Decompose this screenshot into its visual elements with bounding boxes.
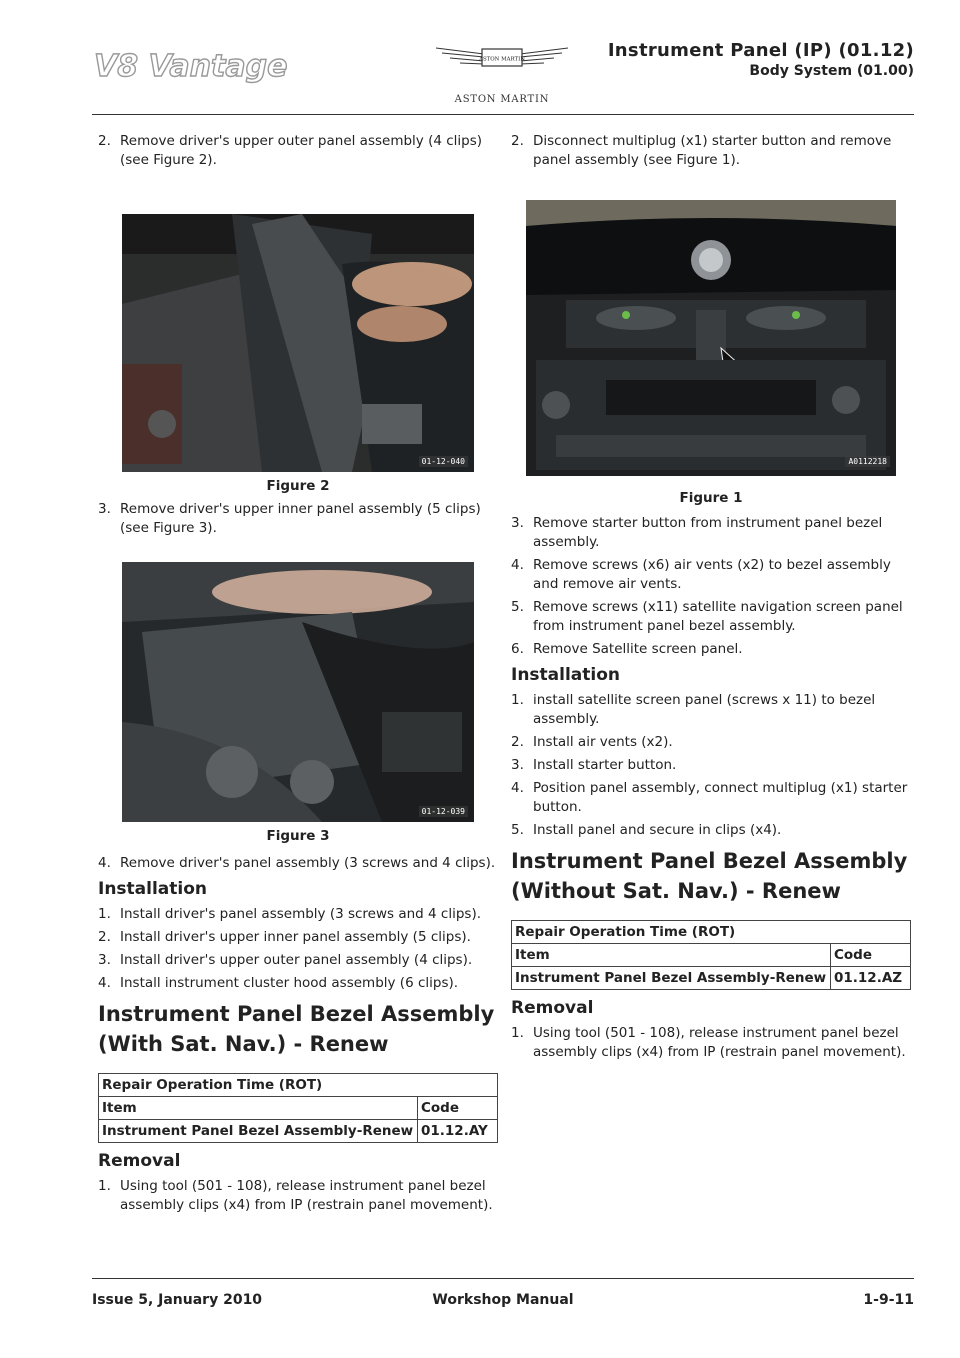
section-heading-without-sat-nav: Instrument Panel Bezel Assembly (Without Sat. Nav.) - Renew xyxy=(511,849,908,903)
rot-code: 01.12.AY xyxy=(418,1120,498,1143)
rot-item: Instrument Panel Bezel Assembly-Renew xyxy=(512,967,831,990)
rot-table-without-sat-nav xyxy=(511,920,911,990)
list-item: 4. Position panel assembly, connect multiplug (x1) starter button. xyxy=(511,780,908,815)
figure-3 xyxy=(122,562,474,844)
figure-2-caption: Figure 2 xyxy=(266,478,330,494)
system-subtitle: Body System (01.00) xyxy=(749,63,914,79)
list-item: 2. Install driver's upper inner panel assembly (5 clips). xyxy=(98,929,471,945)
installation-heading: Installation xyxy=(98,879,208,899)
rot-col-item: Item xyxy=(99,1097,418,1120)
figure-3-image xyxy=(122,562,474,822)
left-column xyxy=(98,132,498,1219)
svg-text:ASTON MARTIN: ASTON MARTIN xyxy=(454,94,550,105)
figure-2-tag: 01-12-040 xyxy=(419,456,468,467)
list-item: 6. Remove Satellite screen panel. xyxy=(511,641,743,657)
list-item: 1. Using tool (501 - 108), release instrument panel bezel assembly clips (x4) from IP (restrain panel movement). xyxy=(511,1025,906,1060)
list-item: 3. Remove driver's upper inner panel assembly (5 clips) (see Figure 3). xyxy=(98,501,481,536)
footer-page-number: 1-9-11 xyxy=(863,1292,914,1308)
list-item: 2. Install air vents (x2). xyxy=(511,734,673,750)
list-item: 3. Install driver's upper outer panel assembly (4 clips). xyxy=(98,952,473,968)
list-item: 2. Remove driver's upper outer panel assembly (4 clips) (see Figure 2). xyxy=(98,133,483,168)
rot-col-item: Item xyxy=(512,944,831,967)
rot-col-code: Code xyxy=(831,944,911,967)
list-item: 4. Install instrument cluster hood assembly (6 clips). xyxy=(98,975,459,991)
page-header-title xyxy=(608,40,914,79)
chapter-title: Instrument Panel (IP) (01.12) xyxy=(607,40,914,61)
figure-3-caption: Figure 3 xyxy=(266,828,330,844)
figure-1-image xyxy=(526,200,896,476)
figure-1 xyxy=(526,200,896,506)
removal-heading: Removal xyxy=(511,998,594,1018)
header-rule xyxy=(92,114,914,115)
list-item: 5. Remove screws (x11) satellite navigation screen panel from instrument panel bezel assembly. xyxy=(511,599,903,634)
list-item: 1. Using tool (501 - 108), release instrument panel bezel assembly clips (x4) from IP (restrain panel movement). xyxy=(98,1178,493,1213)
rot-item: Instrument Panel Bezel Assembly-Renew xyxy=(99,1120,418,1143)
section-heading-with-sat-nav: Instrument Panel Bezel Assembly (With Sat. Nav.) - Renew xyxy=(98,1002,495,1056)
list-item: 1. install satellite screen panel (screws x 11) to bezel assembly. xyxy=(511,692,876,727)
list-item: 4. Remove screws (x6) air vents (x2) to bezel assembly and remove air vents. xyxy=(511,557,891,592)
footer-issue: Issue 5, January 2010 xyxy=(92,1292,263,1308)
rot-table-with-sat-nav xyxy=(98,1073,498,1143)
figure-2-image xyxy=(122,214,474,472)
footer-rule xyxy=(92,1278,914,1279)
removal-heading: Removal xyxy=(98,1151,181,1171)
list-item: 4. Remove driver's panel assembly (3 screws and 4 clips). xyxy=(98,855,496,871)
svg-text:V8 Vantage: V8 Vantage xyxy=(94,49,288,84)
list-item: 5. Install panel and secure in clips (x4). xyxy=(511,822,782,838)
svg-text:ASTON MARTIN: ASTON MARTIN xyxy=(479,56,525,63)
v8-vantage-logo xyxy=(92,44,307,86)
rot-header: Repair Operation Time (ROT) xyxy=(512,921,911,944)
list-item: 3. Install starter button. xyxy=(511,757,677,773)
installation-heading: Installation xyxy=(511,665,621,685)
rot-header: Repair Operation Time (ROT) xyxy=(99,1074,498,1097)
aston-martin-wings-logo xyxy=(432,40,572,108)
list-item: 2. Disconnect multiplug (x1) starter button and remove panel assembly (see Figure 1). xyxy=(511,133,892,168)
rot-col-code: Code xyxy=(418,1097,498,1120)
figure-2 xyxy=(122,214,474,494)
list-item: 1. Install driver's panel assembly (3 screws and 4 clips). xyxy=(98,906,482,922)
right-column xyxy=(511,132,911,1066)
figure-1-tag: A0112218 xyxy=(845,456,890,467)
figure-3-tag: 01-12-039 xyxy=(419,806,468,817)
figure-1-caption: Figure 1 xyxy=(679,490,743,506)
list-item: 3. Remove starter button from instrument panel bezel assembly. xyxy=(511,515,883,550)
rot-code: 01.12.AZ xyxy=(831,967,911,990)
footer-manual: Workshop Manual xyxy=(432,1292,574,1308)
